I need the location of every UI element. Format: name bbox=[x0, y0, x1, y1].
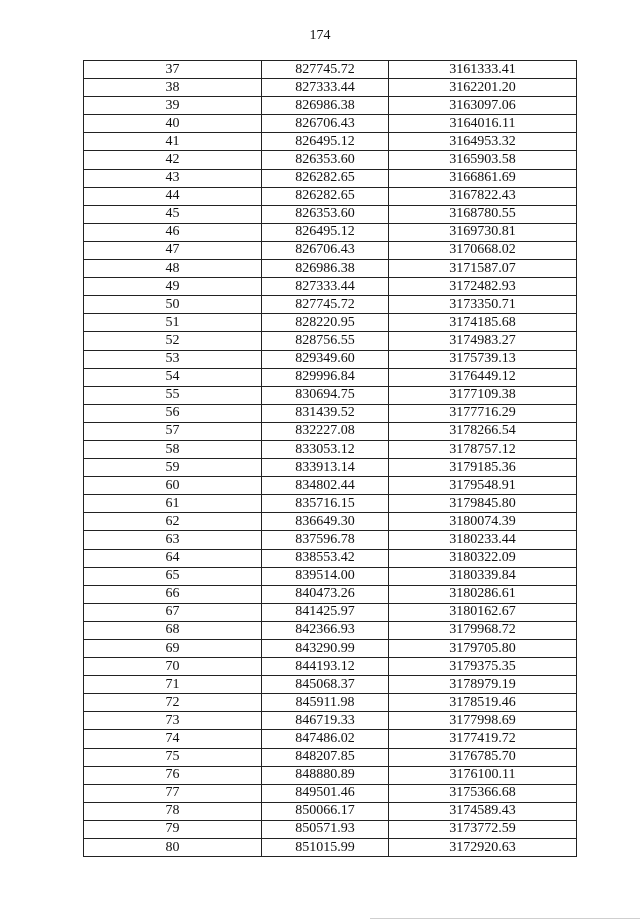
x-coordinate-cell: 846719.33 bbox=[262, 712, 389, 730]
y-coordinate-cell: 3174185.68 bbox=[389, 314, 577, 332]
y-coordinate-cell: 3179548.91 bbox=[389, 477, 577, 495]
point-number-cell: 49 bbox=[84, 278, 262, 296]
table-row bbox=[84, 712, 577, 730]
point-number-cell: 67 bbox=[84, 603, 262, 621]
table-row bbox=[84, 477, 577, 495]
point-number-cell: 60 bbox=[84, 477, 262, 495]
x-coordinate-cell: 827745.72 bbox=[262, 296, 389, 314]
y-coordinate-cell: 3173350.71 bbox=[389, 296, 577, 314]
point-number-cell: 64 bbox=[84, 549, 262, 567]
table-row bbox=[84, 676, 577, 694]
point-number-cell: 80 bbox=[84, 839, 262, 857]
x-coordinate-cell: 840473.26 bbox=[262, 585, 389, 603]
y-coordinate-cell: 3177998.69 bbox=[389, 712, 577, 730]
x-coordinate-cell: 826706.43 bbox=[262, 241, 389, 259]
y-coordinate-cell: 3168780.55 bbox=[389, 205, 577, 223]
table-row bbox=[84, 440, 577, 458]
x-coordinate-cell: 837596.78 bbox=[262, 531, 389, 549]
x-coordinate-cell: 826495.12 bbox=[262, 223, 389, 241]
table-body bbox=[84, 61, 577, 857]
point-number-cell: 65 bbox=[84, 567, 262, 585]
table-row bbox=[84, 694, 577, 712]
point-number-cell: 69 bbox=[84, 640, 262, 658]
y-coordinate-cell: 3172482.93 bbox=[389, 278, 577, 296]
table-row bbox=[84, 802, 577, 820]
table-row bbox=[84, 151, 577, 169]
point-number-cell: 45 bbox=[84, 205, 262, 223]
table-row bbox=[84, 332, 577, 350]
table-row bbox=[84, 422, 577, 440]
x-coordinate-cell: 826986.38 bbox=[262, 97, 389, 115]
x-coordinate-cell: 830694.75 bbox=[262, 386, 389, 404]
x-coordinate-cell: 838553.42 bbox=[262, 549, 389, 567]
y-coordinate-cell: 3172920.63 bbox=[389, 839, 577, 857]
point-number-cell: 44 bbox=[84, 187, 262, 205]
table-row bbox=[84, 79, 577, 97]
point-number-cell: 48 bbox=[84, 260, 262, 278]
y-coordinate-cell: 3175366.68 bbox=[389, 784, 577, 802]
y-coordinate-cell: 3165903.58 bbox=[389, 151, 577, 169]
table-row bbox=[84, 585, 577, 603]
y-coordinate-cell: 3179705.80 bbox=[389, 640, 577, 658]
table-row bbox=[84, 495, 577, 513]
y-coordinate-cell: 3173772.59 bbox=[389, 820, 577, 838]
y-coordinate-cell: 3178519.46 bbox=[389, 694, 577, 712]
point-number-cell: 46 bbox=[84, 223, 262, 241]
table-row bbox=[84, 549, 577, 567]
table-row bbox=[84, 404, 577, 422]
y-coordinate-cell: 3180074.39 bbox=[389, 513, 577, 531]
x-coordinate-cell: 826495.12 bbox=[262, 133, 389, 151]
x-coordinate-cell: 849501.46 bbox=[262, 784, 389, 802]
point-number-cell: 78 bbox=[84, 802, 262, 820]
y-coordinate-cell: 3179185.36 bbox=[389, 459, 577, 477]
x-coordinate-cell: 841425.97 bbox=[262, 603, 389, 621]
table-row bbox=[84, 839, 577, 857]
point-number-cell: 40 bbox=[84, 115, 262, 133]
y-coordinate-cell: 3180233.44 bbox=[389, 531, 577, 549]
x-coordinate-cell: 827333.44 bbox=[262, 79, 389, 97]
x-coordinate-cell: 848207.85 bbox=[262, 748, 389, 766]
table-row bbox=[84, 223, 577, 241]
page-number: 174 bbox=[309, 28, 331, 43]
table-row bbox=[84, 531, 577, 549]
table-row bbox=[84, 368, 577, 386]
x-coordinate-cell: 845911.98 bbox=[262, 694, 389, 712]
point-number-cell: 72 bbox=[84, 694, 262, 712]
point-number-cell: 51 bbox=[84, 314, 262, 332]
x-coordinate-cell: 826353.60 bbox=[262, 205, 389, 223]
point-number-cell: 74 bbox=[84, 730, 262, 748]
table-row bbox=[84, 169, 577, 187]
table-row bbox=[84, 260, 577, 278]
point-number-cell: 73 bbox=[84, 712, 262, 730]
y-coordinate-cell: 3170668.02 bbox=[389, 241, 577, 259]
x-coordinate-cell: 851015.99 bbox=[262, 839, 389, 857]
table-row bbox=[84, 241, 577, 259]
y-coordinate-cell: 3166861.69 bbox=[389, 169, 577, 187]
y-coordinate-cell: 3177716.29 bbox=[389, 404, 577, 422]
point-number-cell: 61 bbox=[84, 495, 262, 513]
table-row bbox=[84, 766, 577, 784]
x-coordinate-cell: 847486.02 bbox=[262, 730, 389, 748]
y-coordinate-cell: 3180322.09 bbox=[389, 549, 577, 567]
point-number-cell: 50 bbox=[84, 296, 262, 314]
table-row bbox=[84, 133, 577, 151]
table-row bbox=[84, 350, 577, 368]
table-row bbox=[84, 603, 577, 621]
table-row bbox=[84, 513, 577, 531]
y-coordinate-cell: 3171587.07 bbox=[389, 260, 577, 278]
x-coordinate-cell: 826353.60 bbox=[262, 151, 389, 169]
point-number-cell: 63 bbox=[84, 531, 262, 549]
x-coordinate-cell: 842366.93 bbox=[262, 621, 389, 639]
point-number-cell: 77 bbox=[84, 784, 262, 802]
table-row bbox=[84, 97, 577, 115]
point-number-cell: 58 bbox=[84, 440, 262, 458]
y-coordinate-cell: 3177109.38 bbox=[389, 386, 577, 404]
point-number-cell: 37 bbox=[84, 61, 262, 79]
x-coordinate-cell: 850571.93 bbox=[262, 820, 389, 838]
y-coordinate-cell: 3169730.81 bbox=[389, 223, 577, 241]
y-coordinate-cell: 3178979.19 bbox=[389, 676, 577, 694]
table-row bbox=[84, 278, 577, 296]
y-coordinate-cell: 3180286.61 bbox=[389, 585, 577, 603]
x-coordinate-cell: 832227.08 bbox=[262, 422, 389, 440]
y-coordinate-cell: 3164016.11 bbox=[389, 115, 577, 133]
y-coordinate-cell: 3161333.41 bbox=[389, 61, 577, 79]
y-coordinate-cell: 3178266.54 bbox=[389, 422, 577, 440]
table-row bbox=[84, 386, 577, 404]
x-coordinate-cell: 848880.89 bbox=[262, 766, 389, 784]
y-coordinate-cell: 3162201.20 bbox=[389, 79, 577, 97]
point-number-cell: 47 bbox=[84, 241, 262, 259]
point-number-cell: 76 bbox=[84, 766, 262, 784]
point-number-cell: 66 bbox=[84, 585, 262, 603]
point-number-cell: 56 bbox=[84, 404, 262, 422]
x-coordinate-cell: 835716.15 bbox=[262, 495, 389, 513]
x-coordinate-cell: 833913.14 bbox=[262, 459, 389, 477]
point-number-cell: 53 bbox=[84, 350, 262, 368]
x-coordinate-cell: 827745.72 bbox=[262, 61, 389, 79]
point-number-cell: 42 bbox=[84, 151, 262, 169]
coordinates-table bbox=[83, 60, 577, 857]
x-coordinate-cell: 845068.37 bbox=[262, 676, 389, 694]
point-number-cell: 70 bbox=[84, 658, 262, 676]
x-coordinate-cell: 850066.17 bbox=[262, 802, 389, 820]
y-coordinate-cell: 3180339.84 bbox=[389, 567, 577, 585]
x-coordinate-cell: 844193.12 bbox=[262, 658, 389, 676]
point-number-cell: 55 bbox=[84, 386, 262, 404]
point-number-cell: 52 bbox=[84, 332, 262, 350]
x-coordinate-cell: 829349.60 bbox=[262, 350, 389, 368]
x-coordinate-cell: 839514.00 bbox=[262, 567, 389, 585]
point-number-cell: 71 bbox=[84, 676, 262, 694]
x-coordinate-cell: 826706.43 bbox=[262, 115, 389, 133]
point-number-cell: 38 bbox=[84, 79, 262, 97]
x-coordinate-cell: 827333.44 bbox=[262, 278, 389, 296]
table-row bbox=[84, 296, 577, 314]
x-coordinate-cell: 826986.38 bbox=[262, 260, 389, 278]
y-coordinate-cell: 3180162.67 bbox=[389, 603, 577, 621]
table-row bbox=[84, 61, 577, 79]
y-coordinate-cell: 3175739.13 bbox=[389, 350, 577, 368]
table-row bbox=[84, 820, 577, 838]
y-coordinate-cell: 3164953.32 bbox=[389, 133, 577, 151]
y-coordinate-cell: 3176100.11 bbox=[389, 766, 577, 784]
table-row bbox=[84, 784, 577, 802]
table-row bbox=[84, 748, 577, 766]
x-coordinate-cell: 828756.55 bbox=[262, 332, 389, 350]
point-number-cell: 41 bbox=[84, 133, 262, 151]
x-coordinate-cell: 829996.84 bbox=[262, 368, 389, 386]
y-coordinate-cell: 3178757.12 bbox=[389, 440, 577, 458]
x-coordinate-cell: 831439.52 bbox=[262, 404, 389, 422]
x-coordinate-cell: 843290.99 bbox=[262, 640, 389, 658]
point-number-cell: 62 bbox=[84, 513, 262, 531]
point-number-cell: 54 bbox=[84, 368, 262, 386]
scan-edge-line bbox=[370, 918, 640, 919]
y-coordinate-cell: 3167822.43 bbox=[389, 187, 577, 205]
y-coordinate-cell: 3174983.27 bbox=[389, 332, 577, 350]
y-coordinate-cell: 3176449.12 bbox=[389, 368, 577, 386]
x-coordinate-cell: 836649.30 bbox=[262, 513, 389, 531]
y-coordinate-cell: 3177419.72 bbox=[389, 730, 577, 748]
table-row bbox=[84, 567, 577, 585]
table-row bbox=[84, 459, 577, 477]
table-row bbox=[84, 314, 577, 332]
table-row bbox=[84, 115, 577, 133]
x-coordinate-cell: 833053.12 bbox=[262, 440, 389, 458]
table-row bbox=[84, 730, 577, 748]
x-coordinate-cell: 834802.44 bbox=[262, 477, 389, 495]
table-row bbox=[84, 205, 577, 223]
point-number-cell: 39 bbox=[84, 97, 262, 115]
x-coordinate-cell: 826282.65 bbox=[262, 187, 389, 205]
y-coordinate-cell: 3176785.70 bbox=[389, 748, 577, 766]
point-number-cell: 59 bbox=[84, 459, 262, 477]
x-coordinate-cell: 826282.65 bbox=[262, 169, 389, 187]
point-number-cell: 75 bbox=[84, 748, 262, 766]
y-coordinate-cell: 3179375.35 bbox=[389, 658, 577, 676]
point-number-cell: 68 bbox=[84, 621, 262, 639]
y-coordinate-cell: 3179968.72 bbox=[389, 621, 577, 639]
table-row bbox=[84, 187, 577, 205]
table-row bbox=[84, 658, 577, 676]
y-coordinate-cell: 3163097.06 bbox=[389, 97, 577, 115]
y-coordinate-cell: 3174589.43 bbox=[389, 802, 577, 820]
point-number-cell: 79 bbox=[84, 820, 262, 838]
x-coordinate-cell: 828220.95 bbox=[262, 314, 389, 332]
point-number-cell: 43 bbox=[84, 169, 262, 187]
table-row bbox=[84, 621, 577, 639]
point-number-cell: 57 bbox=[84, 422, 262, 440]
y-coordinate-cell: 3179845.80 bbox=[389, 495, 577, 513]
table-row bbox=[84, 640, 577, 658]
